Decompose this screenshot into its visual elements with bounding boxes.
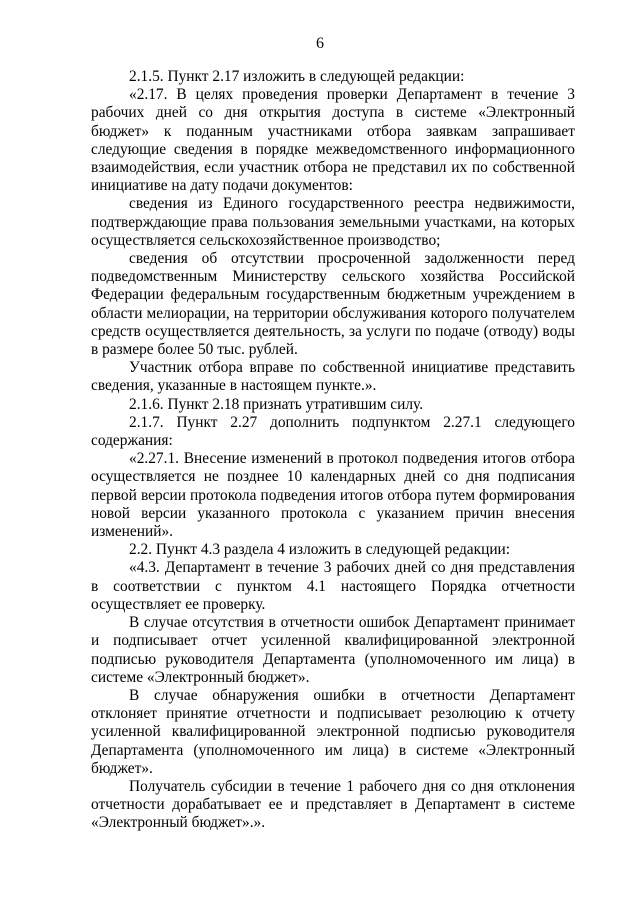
paragraph-egrn-info: сведения из Единого государственного реестра недвижимости, подтверждающие права пользования земельными участками, на которых осуществляется сельскохозяйственное производство; — [91, 195, 575, 249]
page-number: 6 — [316, 35, 324, 52]
paragraph-errors-found: В случае обнаружения ошибки в отчетности Департамент отклоняет принятие отчетности и подписывает резолюцию к отчету усиленной квалифицированной электронной подписью руководителя Департамента (уполномоченного им лица) в системе «Электронный бюджет». — [91, 686, 575, 777]
paragraph-2-17: «2.17. В целях проведения проверки Департамент в течение 3 рабочих дней со дня открытия доступа в системе «Электронный бюджет» к поданным участниками отбора заявкам запрашивает следующие сведения в порядке межведомственного информационного взаимодействия, если участник отбора не представил их по собственной инициативе на дату подачи документов: — [91, 86, 575, 195]
document-body — [91, 68, 575, 833]
paragraph-own-initiative: Участник отбора вправе по собственной инициативе представить сведения, указанные в настоящем пункте.». — [91, 359, 575, 395]
paragraph-4-3: «4.3. Департамент в течение 3 рабочих дней со дня представления в соответствии с пунктом 4.1 настоящего Порядка отчетности осуществляет ее проверку. — [91, 559, 575, 613]
paragraph-no-errors: В случае отсутствия в отчетности ошибок Департамент принимает и подписывает отчет усиленной квалифицированной электронной подписью руководителя Департамента (уполномоченного им лица) в системе «Электронный бюджет». — [91, 614, 575, 686]
paragraph-2-1-7: 2.1.7. Пункт 2.27 дополнить подпунктом 2.27.1 следующего содержания: — [91, 413, 575, 450]
paragraph-debt-info: сведения об отсутствии просроченной задолженности перед подведомственным Министерству сельского хозяйства Российской Федерации федеральным государственным бюджетным учреждением в области мелиорации, на территории обслуживания которого получателем средств осуществляется деятельность, за услуги по подаче (отводу) воды в размере более 50 тыс. рублей. — [91, 250, 575, 359]
paragraph-2-2: 2.2. Пункт 4.3 раздела 4 изложить в следующей редакции: — [129, 541, 511, 559]
paragraph-2-1-6: 2.1.6. Пункт 2.18 признать утратившим силу. — [129, 395, 424, 413]
paragraph-recipient-rework: Получатель субсидии в течение 1 рабочего дня со дня отклонения отчетности дорабатывает ее и представляет в Департамент в системе «Электронный бюджет».». — [91, 777, 575, 832]
paragraph-2-1-5: 2.1.5. Пункт 2.17 изложить в следующей редакции: — [129, 68, 465, 85]
paragraph-2-27-1: «2.27.1. Внесение изменений в протокол подведения итогов отбора осуществляется не позднее 10 календарных дней со дня подписания первой версии протокола подведения итогов отбора путем формирования новой версии указанного протокола с указанием причин внесения изменений». — [91, 450, 575, 541]
